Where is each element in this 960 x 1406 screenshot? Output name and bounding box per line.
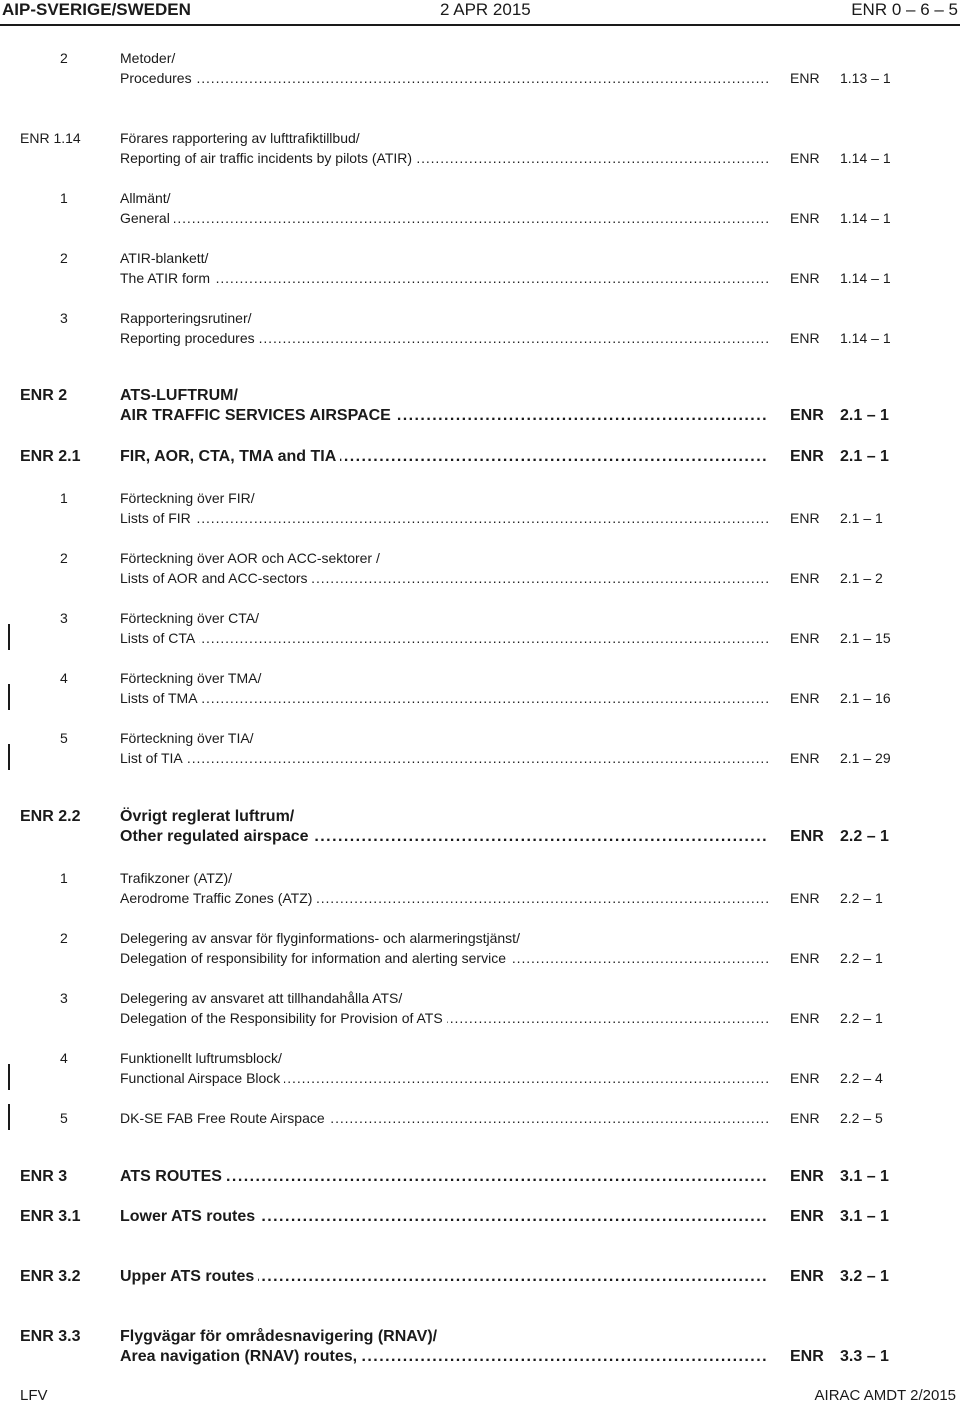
toc-entry: [0, 548, 960, 568]
entry-title: Funktionellt luftrumsblock/: [120, 1050, 282, 1066]
toc-entry: [0, 1008, 960, 1028]
page-ref: 1.13 – 1: [840, 70, 891, 86]
page-ref: 2.2 – 1: [840, 1010, 883, 1026]
page-ref-part: ENR: [790, 70, 820, 86]
toc-entry: [0, 948, 960, 968]
page-footer: [0, 1386, 960, 1406]
toc-entry: [0, 308, 960, 328]
entry-title: Delegering av ansvar för flyginformations- och alarmeringstjänst/: [120, 930, 520, 946]
toc-entry: [0, 48, 960, 68]
toc-entry: [0, 208, 960, 228]
page-ref: 1.14 – 1: [840, 150, 891, 166]
page-ref: 2.2 – 5: [840, 1110, 883, 1126]
page-ref-part: ENR: [790, 950, 820, 966]
entry-title-text: Area navigation (RNAV) routes,: [120, 1348, 361, 1365]
page-ref-part: ENR: [790, 750, 820, 766]
entry-title: [120, 1008, 768, 1028]
section-code: ENR 3.2: [20, 1268, 81, 1285]
entry-title: [120, 328, 768, 348]
page-ref-part: ENR: [790, 1208, 824, 1225]
subsection-number: 5: [60, 1110, 68, 1126]
toc-entry: [0, 728, 960, 748]
toc-entry: [0, 888, 960, 908]
page-ref: 2.1 – 1: [840, 407, 889, 424]
subsection-number: 3: [60, 610, 68, 626]
entry-title: [120, 888, 768, 908]
entry-title-text: Procedures: [120, 70, 196, 86]
entry-title-text: Delegation of responsibility for information and alerting service: [120, 950, 510, 966]
page-ref-part: ENR: [790, 407, 824, 424]
entry-title: Övrigt reglerat luftrum/: [120, 808, 295, 825]
entry-title: [120, 208, 768, 228]
page-ref-part: ENR: [790, 1110, 820, 1126]
page-ref: 3.3 – 1: [840, 1348, 889, 1365]
toc-entry: [0, 988, 960, 1008]
section-code: ENR 2: [20, 387, 68, 404]
entry-title: Förteckning över TIA/: [120, 730, 254, 746]
page-ref: 3.1 – 1: [840, 1168, 889, 1185]
toc-entry: [0, 148, 960, 168]
toc-entry: [0, 688, 960, 708]
toc-entry: [0, 447, 960, 467]
entry-title: ATS-LUFTRUM/: [120, 387, 238, 404]
page-ref-part: ENR: [790, 210, 820, 226]
page-ref-part: ENR: [790, 1010, 820, 1026]
entry-title-text: Lists of CTA: [120, 630, 199, 646]
page-ref: 3.2 – 1: [840, 1268, 889, 1285]
entry-title: [120, 688, 768, 708]
entry-title: [120, 406, 768, 426]
entry-title: [120, 1207, 768, 1227]
entry-title: [120, 268, 768, 288]
page-ref: 1.14 – 1: [840, 210, 891, 226]
publication-date: 2 APR 2015: [440, 0, 531, 19]
page-ref-part: ENR: [790, 630, 820, 646]
toc-entry: [0, 807, 960, 827]
entry-title: Förteckning över TMA/: [120, 670, 262, 686]
subsection-number: 3: [60, 310, 68, 326]
page-ref: 2.2 – 1: [840, 828, 889, 845]
entry-title-text: Reporting procedures: [120, 330, 259, 346]
entry-title: Förteckning över AOR och ACC-sektorer /: [120, 550, 380, 566]
entry-title-text: Upper ATS routes: [120, 1268, 258, 1285]
toc-entry: [0, 1347, 960, 1367]
entry-title: Förares rapportering av lufttrafiktillbud/: [120, 130, 360, 146]
entry-title-text: Lower ATS routes: [120, 1208, 259, 1225]
toc-entry: [0, 68, 960, 88]
entry-title: Delegering av ansvaret att tillhandahålla ATS/: [120, 990, 403, 1006]
toc-entry: [0, 1167, 960, 1187]
toc-entry: [0, 928, 960, 948]
page-ref-part: ENR: [790, 570, 820, 586]
entry-title: [120, 1108, 768, 1128]
toc-entry: [0, 868, 960, 888]
entry-title-text: Lists of TMA: [120, 690, 202, 706]
subsection-number: 2: [60, 930, 68, 946]
entry-title: Rapporteringsrutiner/: [120, 310, 252, 326]
entry-title: [120, 1347, 768, 1367]
page-ref: 2.1 – 1: [840, 448, 889, 465]
section-code: ENR 3.1: [20, 1208, 81, 1225]
publisher: LFV: [20, 1387, 48, 1404]
subsection-number: 1: [60, 870, 68, 886]
subsection-number: 2: [60, 550, 68, 566]
section-code: ENR 2.2: [20, 808, 81, 825]
page-ref: 2.2 – 4: [840, 1070, 883, 1086]
toc-entry: [0, 1267, 960, 1287]
header-divider: [0, 24, 960, 26]
page-ref: 1.14 – 1: [840, 330, 891, 346]
page-ref: 2.1 – 2: [840, 570, 883, 586]
page-ref: 2.2 – 1: [840, 890, 883, 906]
subsection-number: 2: [60, 50, 68, 66]
entry-title: Flygvägar för områdesnavigering (RNAV)/: [120, 1328, 438, 1345]
entry-title: [120, 1068, 768, 1088]
toc-entry: [0, 128, 960, 148]
page-ref-part: ENR: [790, 1168, 824, 1185]
subsection-number: 4: [60, 1050, 68, 1066]
toc-entry: [0, 628, 960, 648]
toc-entry: [0, 248, 960, 268]
toc-entry: [0, 1068, 960, 1088]
toc-entry: [0, 268, 960, 288]
entry-title: ATIR-blankett/: [120, 250, 209, 266]
toc-entry: [0, 668, 960, 688]
entry-title-text: Aerodrome Traffic Zones (ATZ): [120, 890, 316, 906]
section-code: ENR 3.3: [20, 1328, 81, 1345]
entry-title-text: Lists of FIR: [120, 510, 195, 526]
toc-entry: [0, 386, 960, 406]
entry-title-text: Functional Airspace Block: [120, 1070, 284, 1086]
entry-title-text: Other regulated airspace: [120, 828, 313, 845]
page-ref-part: ENR: [790, 1268, 824, 1285]
subsection-number: 3: [60, 990, 68, 1006]
entry-title: Metoder/: [120, 50, 176, 66]
toc-entry: [0, 406, 960, 426]
page-ref-part: ENR: [790, 890, 820, 906]
page-number: ENR 0 – 6 – 5: [851, 0, 958, 19]
entry-title: [120, 827, 768, 847]
entry-title: [120, 447, 768, 467]
toc-entry: [0, 608, 960, 628]
page-ref: 2.1 – 1: [840, 510, 883, 526]
toc-entry: [0, 1048, 960, 1068]
toc-entry: [0, 827, 960, 847]
toc-entry: [0, 748, 960, 768]
page-ref-part: ENR: [790, 510, 820, 526]
page-ref-part: ENR: [790, 690, 820, 706]
entry-title-text: ATS ROUTES: [120, 1168, 226, 1185]
page-ref: 2.1 – 29: [840, 750, 891, 766]
entry-title: Förteckning över CTA/: [120, 610, 260, 626]
entry-title: [120, 948, 768, 968]
page-ref-part: ENR: [790, 270, 820, 286]
section-code: ENR 3: [20, 1168, 68, 1185]
page-ref-part: ENR: [790, 1348, 824, 1365]
toc-entry: [0, 328, 960, 348]
entry-title: Förteckning över FIR/: [120, 490, 255, 506]
entry-title: [120, 508, 768, 528]
toc-entry: [0, 508, 960, 528]
page-ref-part: ENR: [790, 330, 820, 346]
toc-entry: [0, 1207, 960, 1227]
entry-title-text: Delegation of the Responsibility for Provision of ATS: [120, 1010, 447, 1026]
entry-title-text: FIR, AOR, CTA, TMA and TIA: [120, 448, 340, 465]
toc-entry: [0, 1327, 960, 1347]
page-ref-part: ENR: [790, 1070, 820, 1086]
entry-title: [120, 1167, 768, 1187]
toc-entry: [0, 488, 960, 508]
publication-title: AIP-SVERIGE/SWEDEN: [2, 0, 191, 19]
page-ref: 3.1 – 1: [840, 1208, 889, 1225]
entry-title: [120, 628, 768, 648]
entry-title-text: Lists of AOR and ACC-sectors: [120, 570, 312, 586]
page-ref: 2.1 – 16: [840, 690, 891, 706]
entry-title: [120, 68, 768, 88]
entry-title-text: The ATIR form: [120, 270, 214, 286]
page-ref: 1.14 – 1: [840, 270, 891, 286]
entry-title-text: General: [120, 210, 174, 226]
entry-title: [120, 568, 768, 588]
toc-entry: [0, 1108, 960, 1128]
subsection-number: 5: [60, 730, 68, 746]
section-code: ENR 1.14: [20, 130, 81, 146]
entry-title-text: List of TIA: [120, 750, 187, 766]
toc-entry: [0, 188, 960, 208]
toc-entry: [0, 568, 960, 588]
page-ref: 2.1 – 15: [840, 630, 891, 646]
entry-title-text: AIR TRAFFIC SERVICES AIRSPACE: [120, 407, 395, 424]
subsection-number: 1: [60, 490, 68, 506]
page-ref-part: ENR: [790, 828, 824, 845]
entry-title-text: DK-SE FAB Free Route Airspace: [120, 1110, 329, 1126]
page-header: [0, 0, 960, 24]
entry-title-text: Reporting of air traffic incidents by pilots (ATIR): [120, 150, 416, 166]
page-ref-part: ENR: [790, 448, 824, 465]
entry-title: [120, 1267, 768, 1287]
page-ref-part: ENR: [790, 150, 820, 166]
subsection-number: 1: [60, 190, 68, 206]
entry-title: [120, 748, 768, 768]
amendment-id: AIRAC AMDT 2/2015: [814, 1387, 956, 1404]
subsection-number: 2: [60, 250, 68, 266]
entry-title: [120, 148, 768, 168]
subsection-number: 4: [60, 670, 68, 686]
section-code: ENR 2.1: [20, 448, 81, 465]
page-ref: 2.2 – 1: [840, 950, 883, 966]
entry-title: Trafikzoner (ATZ)/: [120, 870, 233, 886]
entry-title: Allmänt/: [120, 190, 171, 206]
